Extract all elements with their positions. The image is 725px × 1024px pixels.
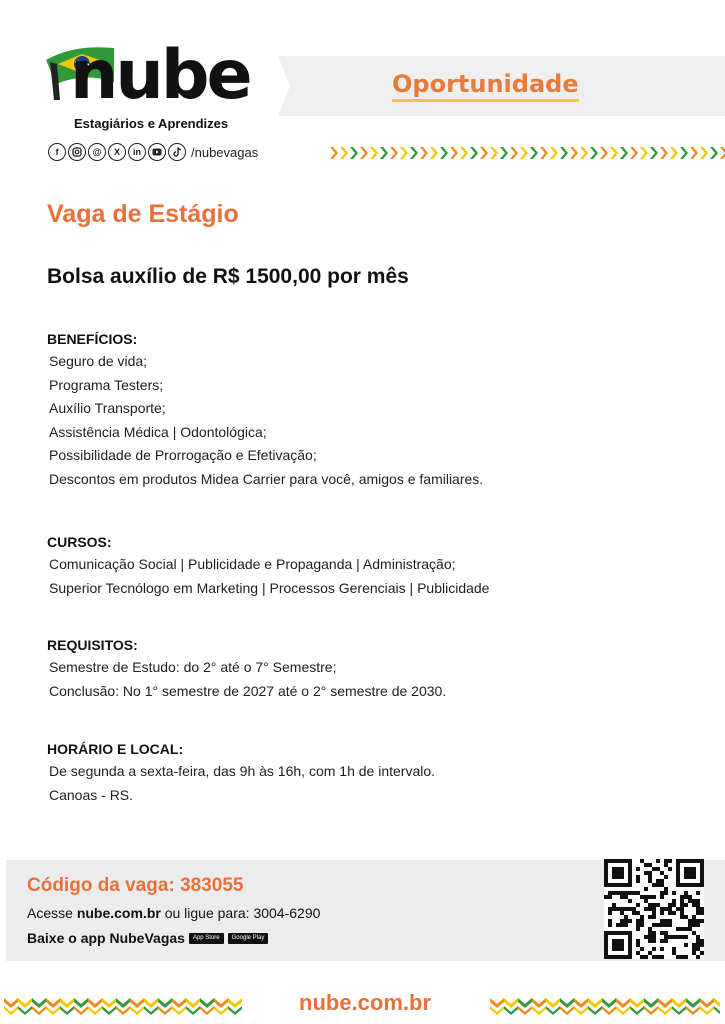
tiktok-icon[interactable]: [168, 143, 186, 161]
benefits-section: [47, 331, 483, 491]
list-item: Conclusão: No 1° semestre de 2027 até o 2° semestre de 2030.: [49, 682, 447, 699]
app-download-line: [27, 930, 268, 946]
access-line: [27, 905, 320, 921]
social-links: [48, 143, 258, 161]
section-heading: BENEFÍCIOS:: [47, 331, 138, 347]
list-item: Comunicação Social | Publicidade e Propaganda | Administração;: [49, 556, 456, 572]
list-item: Auxílio Transporte;: [49, 400, 166, 416]
section-heading: REQUISITOS:: [47, 637, 138, 653]
qr-code[interactable]: [604, 859, 704, 959]
logo-wordmark: nube: [70, 36, 250, 115]
access-suffix: ou ligue para: 3004-6290: [160, 905, 321, 921]
salary-text: Bolsa auxílio de R$ 1500,00 por mês: [47, 265, 409, 288]
x-icon[interactable]: X: [108, 143, 126, 161]
app-label: Baixe o app NubeVagas: [27, 930, 185, 946]
google-play-badge[interactable]: Google Play: [228, 933, 269, 944]
courses-section: [47, 534, 489, 600]
list-item: Semestre de Estudo: do 2° até o 7° Semestre;: [49, 659, 337, 675]
facebook-icon[interactable]: f: [48, 143, 66, 161]
social-handle[interactable]: /nubevagas: [191, 144, 259, 160]
logo-tagline: Estagiários e Aprendizes: [74, 116, 229, 131]
youtube-icon[interactable]: [148, 143, 166, 161]
site-url[interactable]: nube.com.br: [299, 990, 432, 1015]
linkedin-icon[interactable]: in: [128, 143, 146, 161]
access-prefix: Acesse: [27, 905, 77, 921]
app-store-badge[interactable]: App Store: [189, 933, 224, 944]
section-heading: HORÁRIO E LOCAL:: [47, 741, 184, 757]
access-site-link[interactable]: nube.com.br: [76, 905, 161, 921]
list-item: Descontos em produtos Midea Carrier para você, amigos e familiares.: [49, 470, 484, 487]
nube-logo: [40, 36, 290, 136]
instagram-icon[interactable]: [68, 143, 86, 161]
zigzag-pattern-left-decoration: [4, 992, 242, 1016]
list-item: Seguro de vida;: [49, 353, 148, 369]
zigzag-pattern-right-decoration: [490, 992, 720, 1016]
job-title: Vaga de Estágio: [47, 200, 239, 228]
list-item: Programa Testers;: [49, 376, 164, 393]
section-heading: CURSOS:: [47, 534, 112, 550]
list-item: Possibilidade de Prorrogação e Efetivação;: [49, 447, 317, 463]
opportunity-label: Oportunidade: [392, 70, 579, 102]
chevron-pattern-decoration: [330, 145, 725, 161]
list-item: Assistência Médica | Odontológica;: [49, 423, 267, 440]
job-code: Código da vaga: 383055: [27, 875, 244, 896]
list-item: De segunda a sexta-feira, das 9h às 16h, com 1h de intervalo.: [49, 763, 436, 779]
list-item: Canoas - RS.: [49, 786, 134, 803]
schedule-location-section: [47, 741, 435, 807]
requirements-section: [47, 637, 446, 703]
list-item: Superior Tecnólogo em Marketing | Processos Gerenciais | Publicidade: [49, 579, 490, 596]
threads-icon[interactable]: @: [88, 143, 106, 161]
